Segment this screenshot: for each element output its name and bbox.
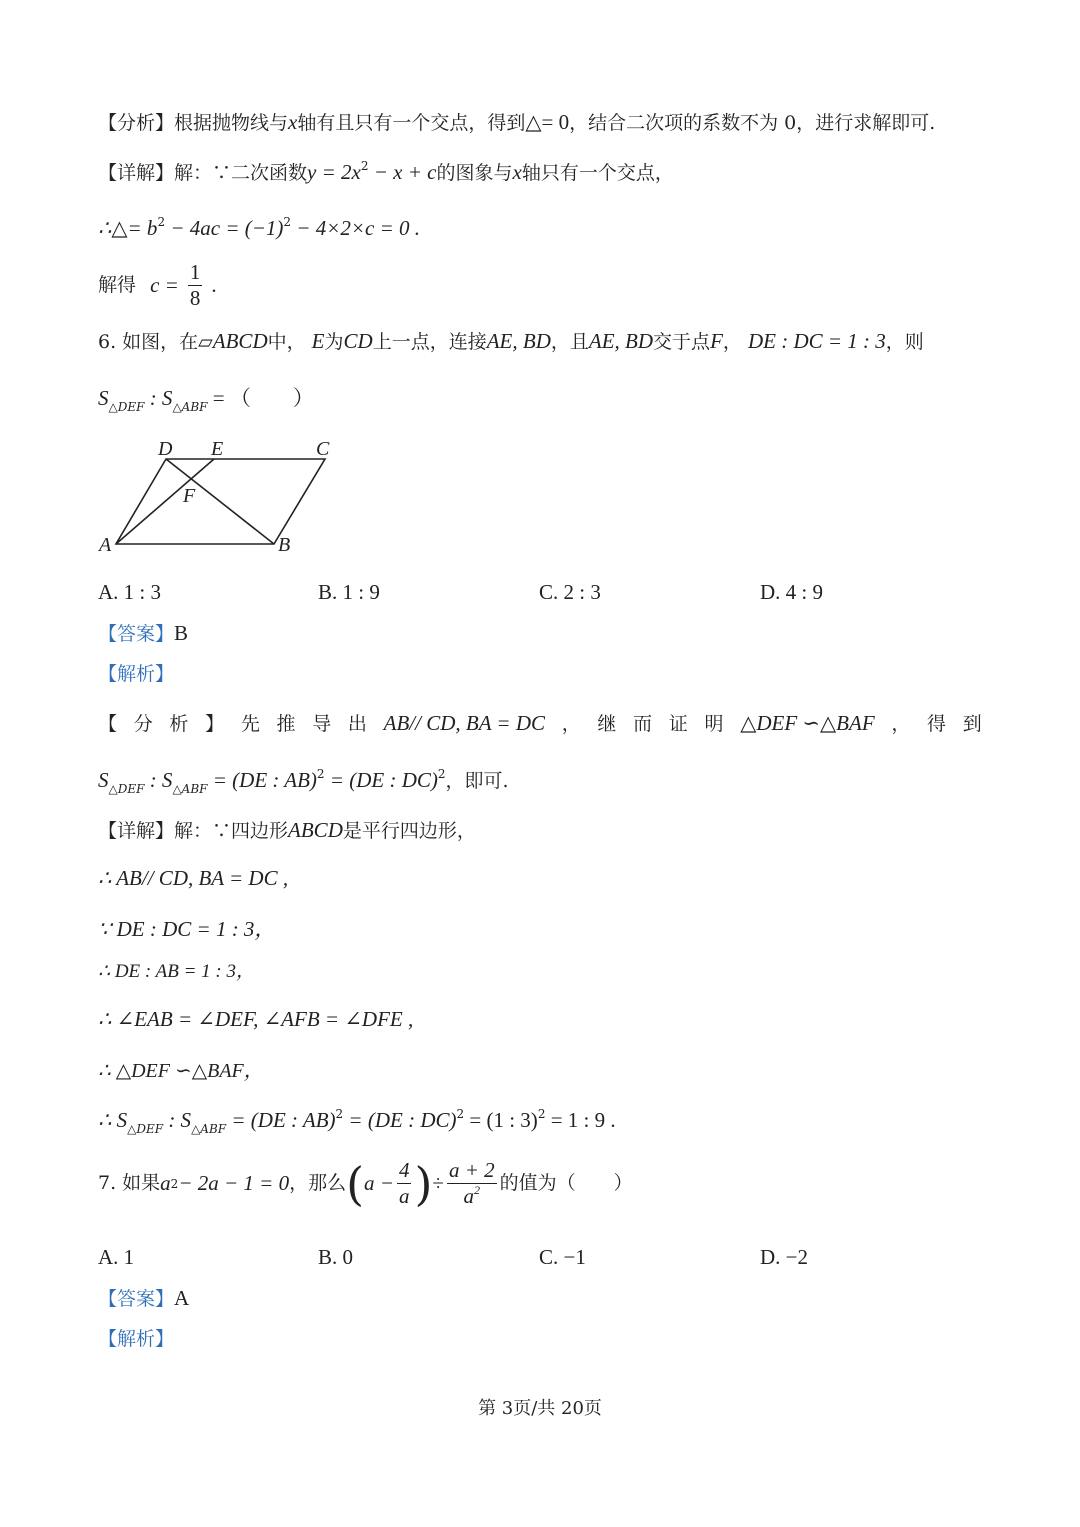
q7-option-d: D. −2 [760,1245,809,1269]
q5-solution: 解得 c = $\frac{1}{8}$ . [98,260,217,310]
q6-analysis-formula: $S_{\triangle DEF}$ : $S_{\triangle ABF} = (DE$ : AB)$^2$ = (DE : DC)$^2$，即可. [98,767,509,796]
label-E: E [211,438,224,460]
q6-explain-tag: 【解析】 [98,663,175,685]
q6-final: ∴ $S_{\triangle DEF}$ : $S_{\triangle ABF} = (DE$ : AB)$^2$ = (DE : DC)$^2$ = (1 : 3)$^2$ = 1 : 9 . [98,1107,616,1136]
label-B: B [278,534,291,556]
q7-option-c: C. −1 [539,1245,586,1269]
label-F: F [183,485,196,507]
q6-step-5: ∴ △DEF ∽△BAF， [98,1060,264,1082]
parallelogram-figure [96,434,346,559]
q7-option-b: B. 0 [318,1245,354,1269]
q6-option-b: B. 1 : 9 [318,580,380,604]
q6-step-2: ∵ DE : DC = 1 : 3， [98,917,276,941]
q6-step-4: ∴ ∠EAB = ∠DEF, ∠AFB = ∠DFE , [98,1007,414,1031]
q5-discriminant: ∴△= $b^2 - 4ac = (-1)^2 - 4\times 2\times c = 0$ . [98,215,421,240]
q7-explain-tag: 【解析】 [98,1328,175,1350]
q5-detail: 【详解】解：∵二次函数$y = 2x^2 - x + c$的图象与x轴只有一个交点， [98,159,674,184]
q6-step-3: ∴ DE : AB = 1 : 3， [98,961,256,982]
q6-option-d: D. 4 : 9 [760,580,823,604]
q6-detail: 【详解】解：∵四边形ABCD是平行四边形， [98,818,476,842]
q6-question: $S_{\triangle DEF}$ : $S_{\triangle ABF}$ = （ ） [98,386,314,414]
page-footer: 第 3页/共 20页 [478,1398,602,1419]
q7-option-a: A. 1 [98,1245,135,1269]
q5-analysis: 【分析】根据抛物线与x轴有且只有一个交点，得到△= 0，结合二次项的系数不为 0，进行求解即可. [98,110,936,134]
q6-analysis: 【 分 析 】 先 推 导 出 AB// CD, BA = DC ， 继 而 证 明 △DEF ∽△BAF ， 得 到 [98,711,982,735]
q6-step-1: ∴ AB// CD, BA = DC , [98,866,289,890]
q6-option-a: A. 1 : 3 [98,580,161,604]
q7-stem: 7. 如果 a 2 − 2a − 1 = 0 ，那么 ( a − $\frac{4}{a}$ ) ÷ $\frac{a + 2}{a^2}$ 的值为（ ） [98,1156,633,1211]
label-D: D [158,438,173,460]
q6-answer: 【答案】B [98,621,189,645]
q6-option-c: C. 2 : 3 [539,580,601,604]
q6-stem: 6. 如图，在▱ABCD中， E为CD上一点，连接AE, BD，且AE, BD交于点F， DE : DC = 1 : 3，则 [98,329,924,353]
label-A: A [99,534,112,556]
label-C: C [316,438,330,460]
q7-answer: 【答案】A [98,1286,190,1310]
